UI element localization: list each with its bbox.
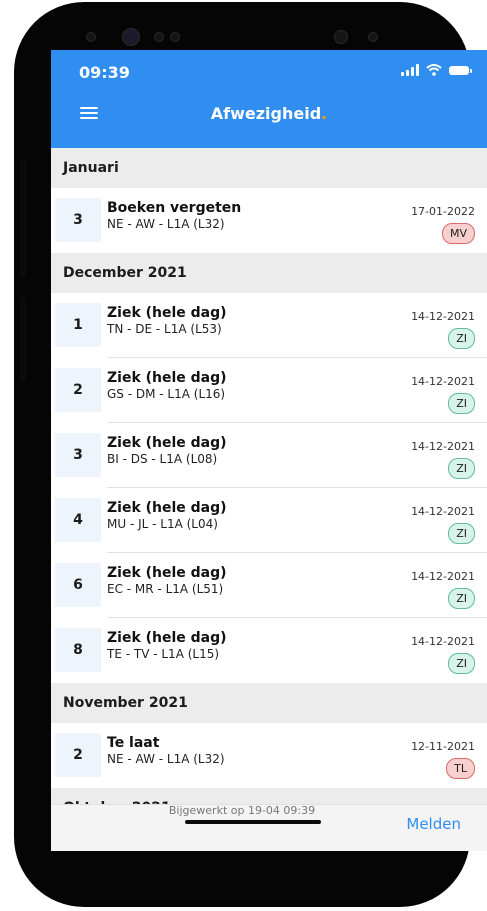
section-header: November 2021 [51, 683, 487, 723]
list-item[interactable] [51, 423, 487, 488]
side-button [20, 158, 26, 278]
status-badge: TL [446, 758, 475, 779]
item-date: 14-12-2021 [411, 505, 475, 518]
screen [51, 50, 487, 850]
page-title [51, 104, 487, 123]
item-date: 14-12-2021 [411, 375, 475, 388]
sensor-dot [154, 32, 164, 42]
side-button [20, 296, 26, 382]
item-title: Ziek (hele dag) [107, 370, 227, 386]
status-badge: ZI [448, 458, 475, 479]
last-updated-text: Bijgewerkt op 19-04 09:39 [168, 804, 316, 817]
item-title: Te laat [107, 735, 160, 751]
list-item[interactable] [51, 723, 487, 788]
item-title: Ziek (hele dag) [107, 630, 227, 646]
status-time: 09:39 [79, 63, 130, 82]
item-number: 3 [55, 433, 101, 477]
melden-button[interactable]: Melden [406, 815, 461, 833]
sensor-dot [86, 32, 96, 42]
item-subtitle: EC - MR - L1A (L51) [107, 582, 224, 596]
item-date: 14-12-2021 [411, 440, 475, 453]
battery-icon [449, 66, 469, 75]
phone-sensors [14, 28, 470, 48]
sensor-dot [170, 32, 180, 42]
absence-list[interactable] [51, 148, 487, 804]
item-subtitle: TN - DE - L1A (L53) [107, 322, 222, 336]
item-number: 3 [55, 198, 101, 242]
list-item[interactable] [51, 188, 487, 253]
list-item[interactable] [51, 553, 487, 618]
phone-frame [14, 2, 475, 907]
item-date: 12-11-2021 [411, 740, 475, 753]
item-date: 14-12-2021 [411, 570, 475, 583]
list-item[interactable] [51, 488, 487, 553]
title-dot: . [321, 104, 328, 123]
item-number: 2 [55, 733, 101, 777]
sensor-dot [368, 32, 378, 42]
item-number: 6 [55, 563, 101, 607]
item-subtitle: NE - AW - L1A (L32) [107, 217, 225, 231]
item-subtitle: BI - DS - L1A (L08) [107, 452, 218, 466]
list-item[interactable] [51, 618, 487, 683]
item-number: 4 [55, 498, 101, 542]
item-number: 1 [55, 303, 101, 347]
status-badge: ZI [448, 653, 475, 674]
section-header: December 2021 [51, 253, 487, 293]
status-badge: ZI [448, 523, 475, 544]
list-item[interactable] [51, 358, 487, 423]
status-badge: MV [442, 223, 475, 244]
list-item[interactable] [51, 293, 487, 358]
item-date: 14-12-2021 [411, 310, 475, 323]
item-title: Ziek (hele dag) [107, 500, 227, 516]
item-subtitle: MU - JL - L1A (L04) [107, 517, 218, 531]
status-badge: ZI [448, 328, 475, 349]
app-bar [51, 50, 487, 148]
item-title: Ziek (hele dag) [107, 305, 227, 321]
item-subtitle: TE - TV - L1A (L15) [107, 647, 220, 661]
item-title: Ziek (hele dag) [107, 435, 227, 451]
item-number: 2 [55, 368, 101, 412]
front-camera-icon [122, 28, 140, 46]
status-badge: ZI [448, 393, 475, 414]
sensor-dot [334, 30, 348, 44]
item-subtitle: NE - AW - L1A (L32) [107, 752, 225, 766]
item-title: Boeken vergeten [107, 200, 242, 216]
section-header: Januari [51, 148, 487, 188]
item-subtitle: GS - DM - L1A (L16) [107, 387, 226, 401]
page-title-text: Afwezigheid [210, 104, 322, 123]
wifi-icon [426, 64, 442, 76]
signal-icon [401, 64, 419, 76]
item-date: 14-12-2021 [411, 635, 475, 648]
item-date: 17-01-2022 [411, 205, 475, 218]
status-icons [401, 64, 469, 76]
item-title: Ziek (hele dag) [107, 565, 227, 581]
status-badge: ZI [448, 588, 475, 609]
item-number: 8 [55, 628, 101, 672]
home-indicator[interactable] [185, 820, 321, 824]
